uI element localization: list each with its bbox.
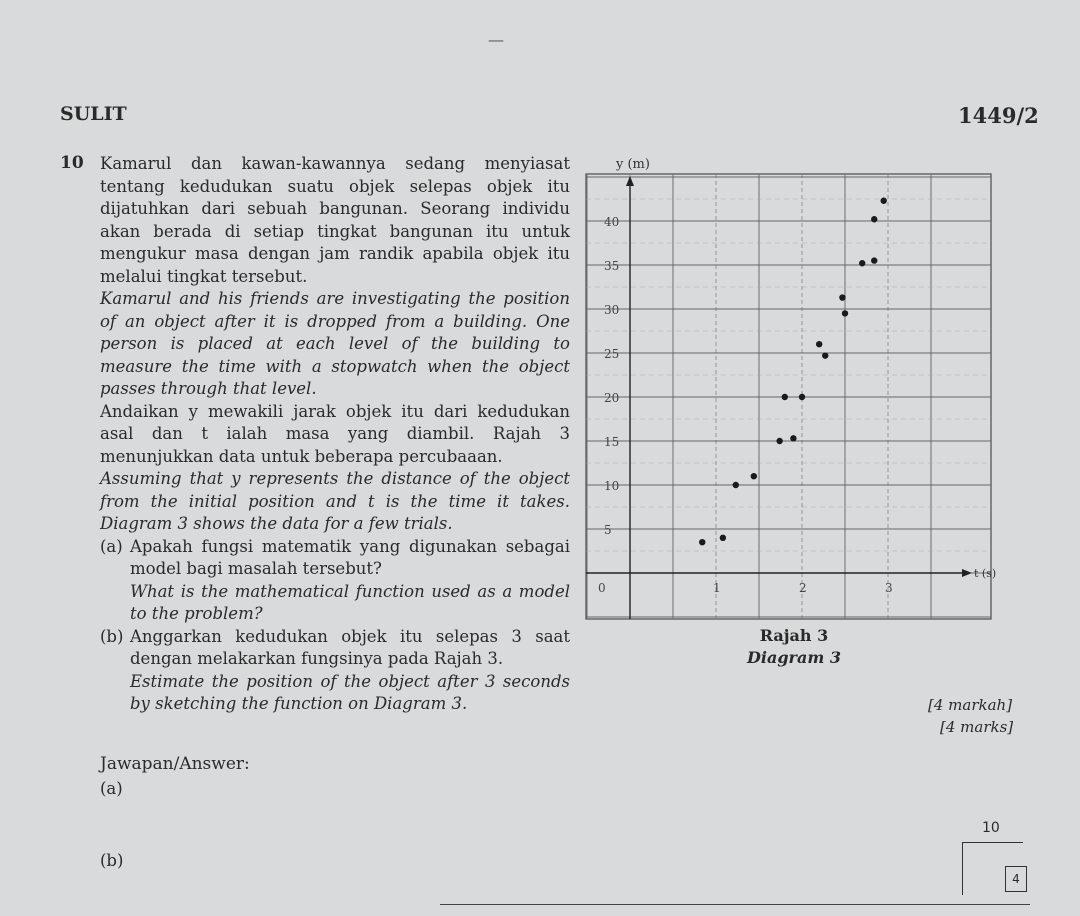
data-point — [871, 216, 877, 222]
y-tick-label: 10 — [604, 479, 620, 493]
question-number: 10 — [60, 153, 84, 173]
x-axis-label: t (s) — [974, 567, 997, 580]
score-marks: 4 — [1005, 866, 1027, 892]
y-tick-label: 20 — [604, 391, 620, 405]
part-a-malay: Apakah fungsi matematik yang digunakan sebagai model bagi masalah tersebut? — [130, 536, 570, 578]
data-point — [816, 341, 822, 347]
data-point — [871, 257, 877, 263]
x-tick-label: 1 — [713, 581, 721, 595]
y-tick-label: 30 — [604, 303, 620, 317]
intro-malay-2: Andaikan y mewakili jarak objek itu dari kedudukan asal dan t ialah masa yang diambil. Rajah 3 menunjukkan data untuk beberapa percubaaan. — [100, 401, 570, 466]
data-point — [733, 482, 739, 488]
y-tick-label: 40 — [604, 215, 620, 229]
answer-label: Jawapan/Answer: — [100, 754, 250, 774]
x-tick-label: 0 — [598, 581, 606, 595]
data-point — [790, 435, 796, 441]
x-axis-arrow-icon — [962, 569, 972, 577]
caption-malay: Rajah 3 — [759, 626, 829, 645]
part-a — [100, 536, 570, 626]
data-point — [799, 394, 805, 400]
y-tick-label: 15 — [604, 435, 620, 449]
answer-b: (b) — [100, 851, 124, 870]
data-point — [822, 352, 828, 358]
y-tick-label: 25 — [604, 347, 620, 361]
header-sulit: SULIT — [60, 103, 127, 125]
header-paper-code: 1449/2 — [958, 103, 1039, 128]
data-point — [859, 260, 865, 266]
marks-english: [4 marks] — [940, 718, 1014, 736]
part-b — [100, 626, 570, 716]
part-a-label: (a) — [100, 536, 123, 556]
data-point — [839, 294, 845, 300]
data-point — [751, 473, 757, 479]
question-text — [100, 153, 570, 716]
part-b-english: Estimate the position of the object after 3 seconds by sketching the function on Diagram 3. — [130, 671, 570, 713]
part-b-label: (b) — [100, 626, 124, 646]
intro-malay-1: Kamarul dan kawan-kawannya sedang menyiasat tentang kedudukan suatu objek selepas objek itu dijatuhkan dari sebuah bangunan. Seorang individu akan berada di setiap tingkat bangunan itu untuk mengukur masa dengan jam randik apabila objek itu melalui tingkat tersebut. — [100, 154, 570, 286]
data-point — [776, 438, 782, 444]
header-dash: — — [488, 30, 504, 49]
y-tick-label: 35 — [604, 259, 620, 273]
part-a-english: What is the mathematical function used as a model to the problem? — [130, 581, 570, 623]
x-tick-label: 3 — [885, 581, 893, 595]
marks-malay: [4 markah] — [928, 696, 1013, 714]
intro-english-2: Assuming that y represents the distance of the object from the initial position and t is the time it takes. Diagram 3 shows the data for a few trials. — [100, 469, 570, 533]
part-b-malay: Anggarkan kedudukan objek itu selepas 3 saat dengan melakarkan fungsinya pada Rajah 3. — [130, 626, 570, 668]
data-point — [720, 535, 726, 541]
diagram-3-chart — [578, 152, 1008, 627]
data-point — [782, 394, 788, 400]
data-point — [699, 539, 705, 545]
caption-english: Diagram 3 — [747, 648, 841, 667]
data-point — [881, 198, 887, 204]
data-point — [842, 310, 848, 316]
x-tick-label: 2 — [799, 581, 807, 595]
y-axis-label: y (m) — [616, 157, 650, 172]
page-bottom-line — [440, 904, 1030, 905]
score-question-no: 10 — [982, 820, 1000, 836]
intro-english-1: Kamarul and his friends are investigating the position of an object after it is dropped from a building. One person is placed at each level of the building to measure the time with a stopwatch when the object passes through that level. — [100, 289, 570, 398]
y-tick-label: 5 — [604, 523, 612, 537]
answer-a: (a) — [100, 779, 123, 798]
